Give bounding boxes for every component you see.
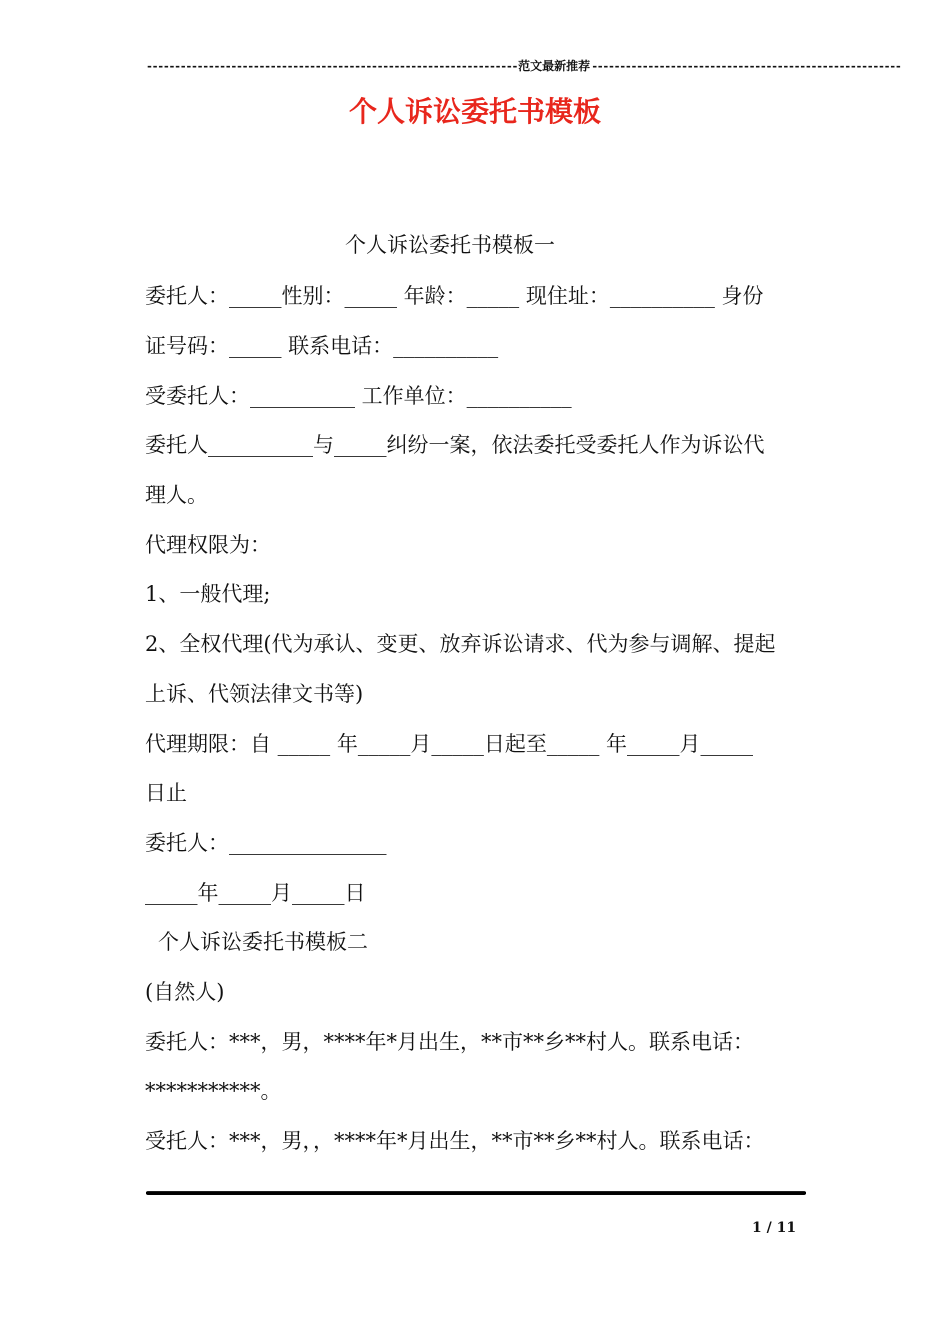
paragraph-line: 受委托人：__________ 工作单位：__________ bbox=[145, 384, 572, 408]
paragraph-line: ***********。 bbox=[145, 1079, 282, 1103]
paragraph-line: _____年_____月_____日 bbox=[145, 881, 366, 905]
paragraph-line: 委托人：***，男，****年*月出生，**市**乡**村人。联系电话： bbox=[145, 1030, 754, 1054]
paragraph-line: 代理期限：自 _____ 年_____月_____日起至_____ 年_____月_____ bbox=[145, 732, 754, 756]
paragraph-line: 受托人：***，男，，****年*月出生，**市**乡**村人。联系电话： bbox=[145, 1129, 765, 1153]
paragraph-line: 日止 bbox=[145, 781, 187, 805]
header-label: 范文最新推荐 bbox=[518, 59, 591, 73]
paragraph-line: 证号码：_____ 联系电话：__________ bbox=[145, 334, 499, 358]
page-number: 1 / 11 bbox=[752, 1220, 797, 1236]
paragraph-line: 理人。 bbox=[145, 483, 208, 507]
header-dashes-right: ------------------------------------------------------- bbox=[591, 59, 901, 73]
paragraph-line: 1、一般代理; bbox=[145, 582, 271, 606]
header-divider bbox=[146, 58, 901, 74]
paragraph-line: 委托人：_______________ bbox=[145, 831, 387, 855]
paragraph-line: 代理权限为： bbox=[145, 533, 271, 557]
section-heading-one: 个人诉讼委托书模板一 bbox=[345, 233, 555, 257]
paragraph-line: (自然人) bbox=[145, 980, 225, 1004]
footer-divider bbox=[146, 1191, 806, 1195]
paragraph-line: 委托人：_____性别：_____ 年龄：_____ 现住址：__________ 身份 bbox=[145, 284, 764, 308]
paragraph-line: 委托人__________与_____纠纷一案，依法委托受委托人作为诉讼代 bbox=[145, 433, 765, 457]
document-title: 个人诉讼委托书模板 bbox=[348, 95, 601, 128]
section-heading-two: 个人诉讼委托书模板二 bbox=[158, 930, 368, 954]
paragraph-line: 2、全权代理(代为承认、变更、放弃诉讼请求、代为参与调解、提起 bbox=[145, 632, 776, 656]
header-dashes-left: ------------------------------------------------------------------ bbox=[146, 59, 518, 73]
paragraph-line: 上诉、代领法律文书等) bbox=[145, 682, 364, 706]
